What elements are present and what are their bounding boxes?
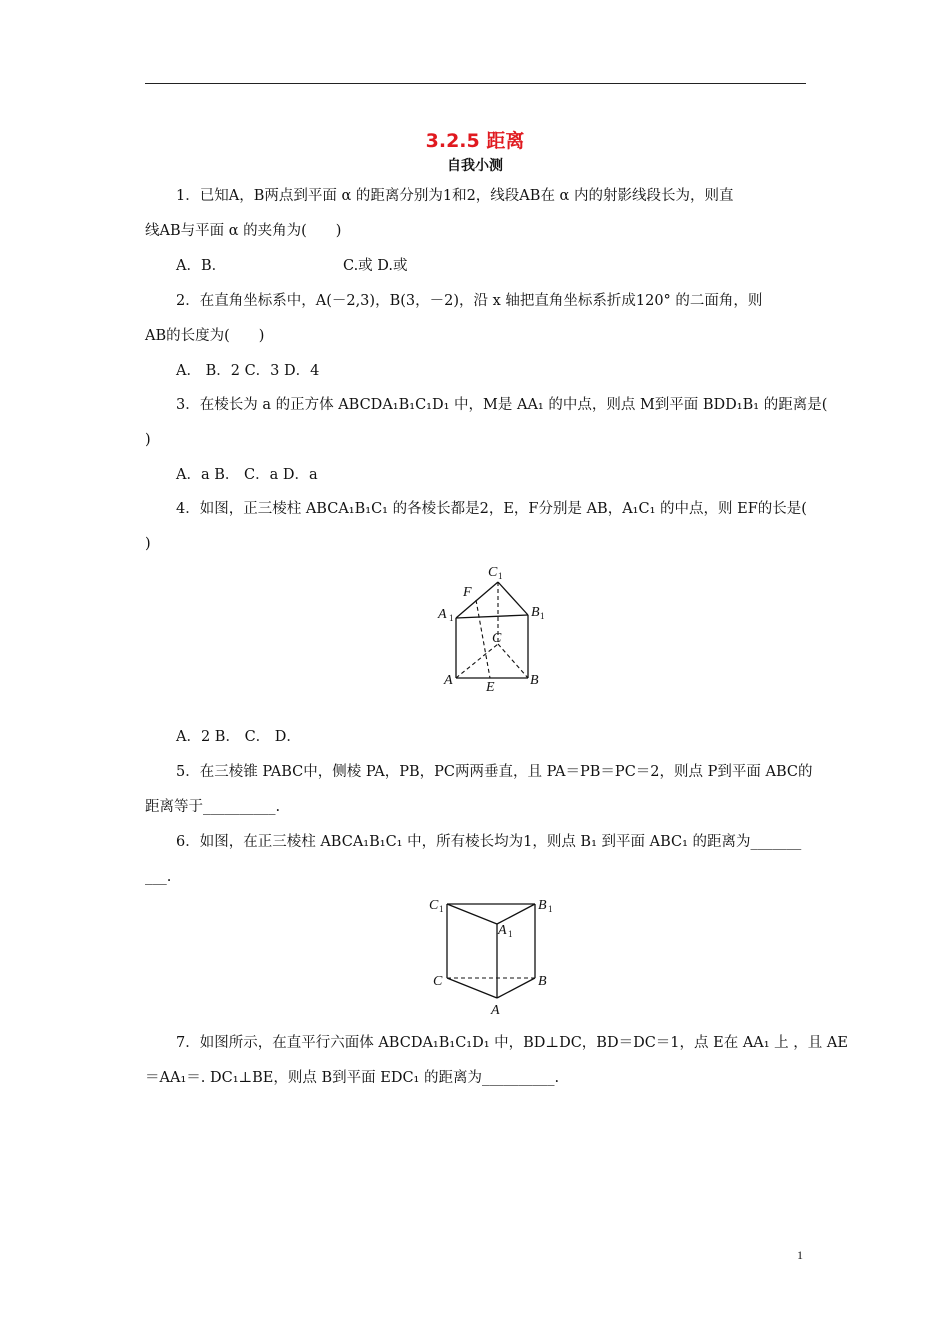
q4-line2: ) <box>145 536 151 552</box>
q1-line2: 线AB与平面 α 的夹角为( ) <box>145 223 342 239</box>
label-b: B <box>530 673 539 688</box>
label-f: F <box>463 585 472 600</box>
label-c: C <box>433 974 443 989</box>
q5-line2: 距离等于__________. <box>145 799 281 815</box>
label-a1: A <box>438 607 447 622</box>
label-c: C <box>492 631 502 646</box>
label-b1: B <box>531 605 540 620</box>
q7-line2: ＝AA₁＝. DC₁⊥BE，则点 B到平面 EDC₁ 的距离为__________. <box>145 1070 560 1086</box>
label-e: E <box>486 680 495 695</box>
label-a: A <box>444 673 453 688</box>
label-b: B <box>538 974 547 989</box>
label-c1: C <box>488 565 498 580</box>
page-number: 1 <box>797 1248 803 1262</box>
svg-text:1: 1 <box>508 929 513 939</box>
q1-options-cd: C.或 D.或 <box>343 258 408 274</box>
q5-line1: 5．在三棱锥 PABC中，侧棱 PA，PB，PC两两垂直，且 PA＝PB＝PC＝2，则点 P到平面 ABC的 <box>176 764 813 780</box>
q2-options: A． B．2 C．3 D．4 <box>176 363 320 379</box>
label-a: A <box>491 1003 500 1018</box>
triangular-prism-figure-2 <box>425 890 565 1020</box>
svg-text:1: 1 <box>439 904 444 914</box>
q3-line1: 3．在棱长为 a 的正方体 ABCDA₁B₁C₁D₁ 中，M是 AA₁ 的中点，则点 M到平面 BDD₁B₁ 的距离是( <box>176 397 828 413</box>
svg-text:1: 1 <box>548 904 553 914</box>
q6-line1: 6．如图，在正三棱柱 ABCA₁B₁C₁ 中，所有棱长均为1，则点 B₁ 到平面 ABC₁ 的距离为_______ <box>176 834 802 850</box>
q2-line2: AB的长度为( ) <box>145 328 265 344</box>
q4-options: A．2 B． C． D． <box>176 729 301 745</box>
q4-line1: 4．如图，正三棱柱 ABCA₁B₁C₁ 的各棱长都是2，E，F分别是 AB，A₁C₁ 的中点，则 EF的长是( <box>176 501 807 517</box>
q6-line2: ___. <box>145 869 172 885</box>
q1-line1: 1．已知A，B两点到平面 α 的距离分别为1和2，线段AB在 α 内的射影线段长为，则直 <box>176 188 734 204</box>
q2-line1: 2．在直角坐标系中，A(－2,3)，B(3，－2)，沿 x 轴把直角坐标系折成120° 的二面角，则 <box>176 293 763 309</box>
svg-text:1: 1 <box>449 613 454 623</box>
q3-line2: ) <box>145 432 151 448</box>
q1-options-ab: A．B． <box>176 258 227 274</box>
page-subtitle: 自我小测 <box>447 158 503 174</box>
q3-options: A．a B． C．a D．a <box>176 467 318 483</box>
header-rule <box>145 83 806 84</box>
q7-line1: 7．如图所示，在直平行六面体 ABCDA₁B₁C₁D₁ 中，BD⊥DC，BD＝DC＝1，点 E在 AA₁ 上 ，且 AE <box>176 1035 848 1051</box>
label-b1: B <box>538 898 547 913</box>
triangular-prism-figure-1 <box>430 560 550 700</box>
svg-text:1: 1 <box>498 571 503 581</box>
label-a1: A <box>498 923 507 938</box>
label-c1: C <box>429 898 439 913</box>
svg-text:1: 1 <box>540 611 545 621</box>
page-title: 3.2.5 距离 <box>425 130 525 152</box>
